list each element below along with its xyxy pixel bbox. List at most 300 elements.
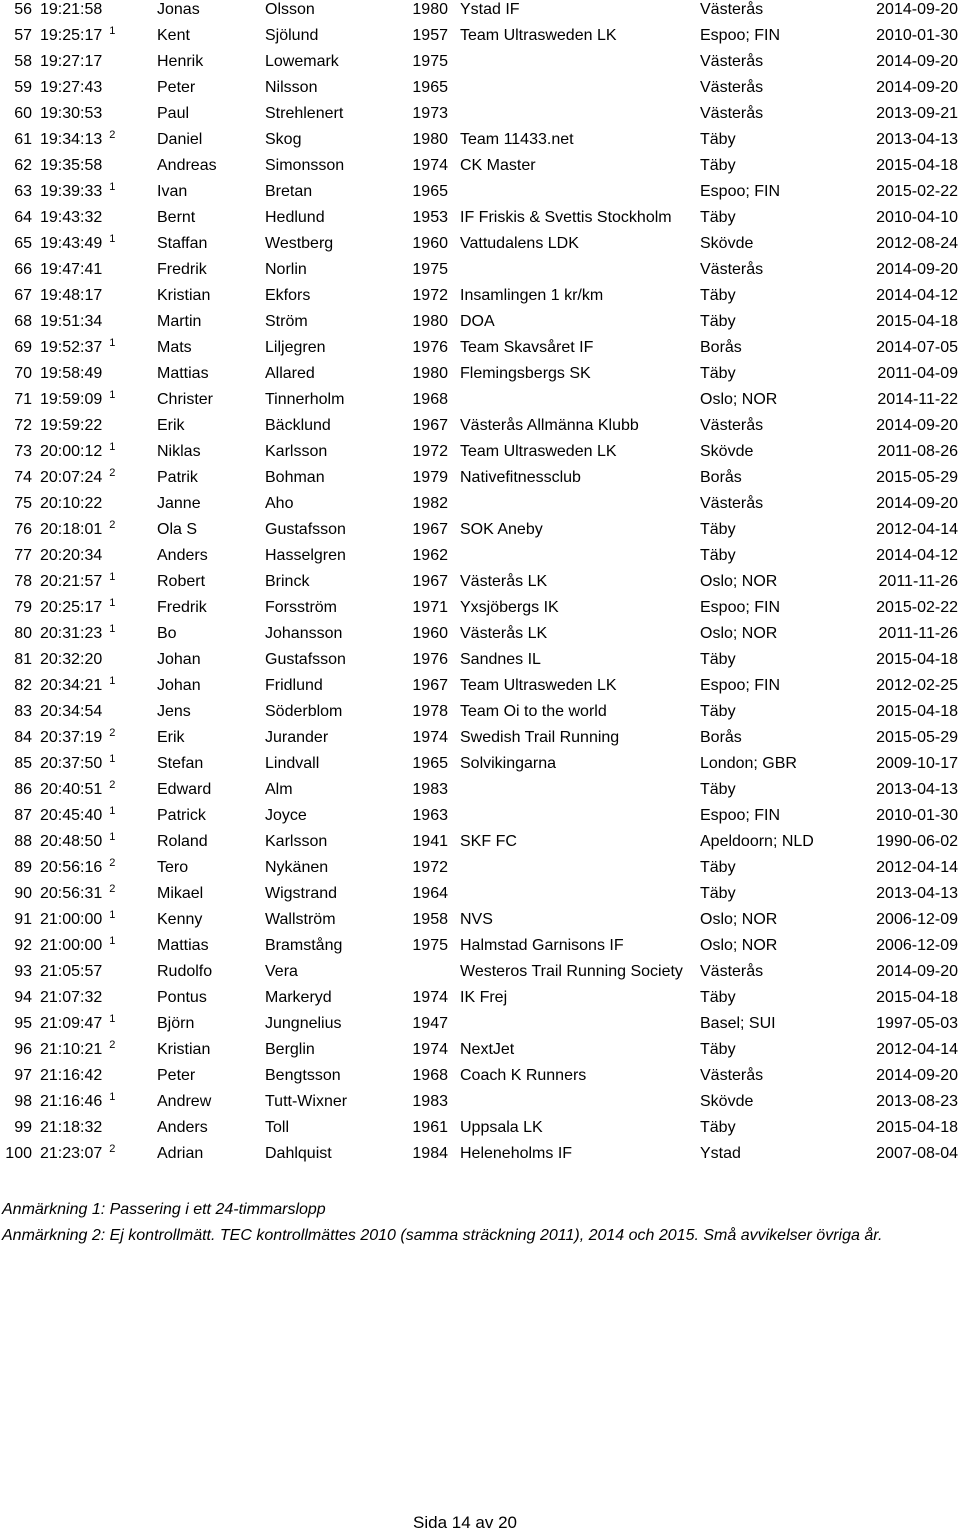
time-value: 20:37:19 (40, 729, 103, 746)
date-cell: 2012-04-14 (876, 859, 958, 876)
birth-year-cell: 1947 (412, 1015, 448, 1032)
table-row (0, 208, 960, 234)
table-row (0, 390, 960, 416)
time-value: 21:09:47 (40, 1015, 103, 1032)
time-value: 19:52:37 (40, 339, 103, 356)
first-name-cell: Mats (157, 339, 192, 356)
venue-cell: Västerås (700, 261, 764, 278)
birth-year-cell: 1980 (412, 313, 448, 330)
venue-cell: Basel; SUI (700, 1015, 776, 1032)
time-cell (40, 234, 157, 260)
club-cell: SKF FC (460, 833, 517, 850)
last-name-cell: Hasselgren (265, 547, 346, 564)
time-cell (40, 78, 157, 104)
birth-year-cell: 1962 (412, 547, 448, 564)
rank-cell: 76 (14, 521, 32, 538)
time-value: 19:47:41 (40, 261, 103, 278)
birth-year-cell: 1964 (412, 885, 448, 902)
time-value: 19:58:49 (40, 365, 103, 382)
last-name-cell: Sjölund (265, 27, 319, 44)
time-cell (40, 910, 157, 936)
time-cell (40, 520, 157, 546)
club-cell: Team 11433.net (460, 131, 574, 148)
last-name-cell: Joyce (265, 807, 307, 824)
time-value: 20:07:24 (40, 469, 103, 486)
venue-cell: Täby (700, 703, 736, 720)
first-name-cell: Ivan (157, 183, 188, 200)
first-name-cell: Ola S (157, 521, 198, 538)
time-cell (40, 312, 157, 338)
club-cell (460, 780, 700, 806)
time-cell (40, 208, 157, 234)
date-cell: 2012-04-14 (876, 1041, 958, 1058)
date-cell: 2013-04-13 (876, 131, 958, 148)
footnote-marker: 1 (109, 182, 116, 193)
footnote-marker: 2 (109, 1040, 116, 1051)
club-cell (460, 806, 700, 832)
table-row (0, 1014, 960, 1040)
birth-year-cell: 1965 (412, 755, 448, 772)
date-cell: 2006-12-09 (876, 911, 958, 928)
club-cell: Västerås Allmänna Klubb (460, 417, 639, 434)
time-cell (40, 182, 157, 208)
time-cell (40, 1066, 157, 1092)
last-name-cell: Allared (265, 365, 315, 382)
birth-year-cell: 1961 (412, 1119, 448, 1136)
birth-year-cell: 1941 (412, 833, 448, 850)
footnote-marker: 2 (109, 884, 116, 895)
date-cell: 2010-01-30 (876, 27, 958, 44)
time-value: 20:25:17 (40, 599, 103, 616)
birth-year-cell: 1974 (412, 729, 448, 746)
first-name-cell: Bo (157, 625, 177, 642)
club-cell (460, 494, 700, 520)
club-cell: Swedish Trail Running (460, 729, 620, 746)
table-row (0, 650, 960, 676)
time-value: 20:00:12 (40, 443, 103, 460)
birth-year-cell: 1975 (412, 937, 448, 954)
footnote-marker: 1 (109, 442, 116, 453)
table-row (0, 962, 960, 988)
last-name-cell: Gustafsson (265, 651, 346, 668)
last-name-cell: Tutt-Wixner (265, 1093, 348, 1110)
venue-cell: Espoo; FIN (700, 599, 781, 616)
birth-year-cell: 1975 (412, 261, 448, 278)
rank-cell: 93 (14, 963, 32, 980)
venue-cell: Täby (700, 885, 736, 902)
first-name-cell: Peter (157, 1067, 196, 1084)
first-name-cell: Kristian (157, 1041, 211, 1058)
footnote-marker: 2 (109, 780, 116, 791)
club-cell (460, 52, 700, 78)
first-name-cell: Andreas (157, 157, 217, 174)
first-name-cell: Erik (157, 729, 185, 746)
table-row (0, 624, 960, 650)
date-cell: 2014-09-20 (876, 1, 958, 18)
last-name-cell: Tinnerholm (265, 391, 345, 408)
first-name-cell: Kenny (157, 911, 203, 928)
table-row (0, 442, 960, 468)
time-cell (40, 624, 157, 650)
table-row (0, 182, 960, 208)
club-cell: SOK Aneby (460, 521, 543, 538)
birth-year-cell: 1980 (412, 131, 448, 148)
birth-year-cell: 1967 (412, 677, 448, 694)
club-cell: IK Frej (460, 989, 508, 1006)
footnote-marker: 1 (109, 806, 116, 817)
rank-cell: 74 (14, 469, 32, 486)
time-cell (40, 1144, 157, 1170)
time-value: 21:10:21 (40, 1041, 103, 1058)
date-cell: 2010-04-10 (876, 209, 958, 226)
table-row (0, 858, 960, 884)
last-name-cell: Liljegren (265, 339, 326, 356)
last-name-cell: Ström (265, 313, 308, 330)
venue-cell: Espoo; FIN (700, 807, 781, 824)
time-cell (40, 26, 157, 52)
footnote-marker: 1 (109, 676, 116, 687)
rank-cell: 78 (14, 573, 32, 590)
rank-cell: 64 (14, 209, 32, 226)
last-name-cell: Skog (265, 131, 302, 148)
date-cell: 1997-05-03 (876, 1015, 958, 1032)
rank-cell: 57 (14, 27, 32, 44)
birth-year-cell: 1965 (412, 79, 448, 96)
birth-year-cell: 1976 (412, 651, 448, 668)
last-name-cell: Toll (265, 1119, 290, 1136)
table-row (0, 52, 960, 78)
club-cell (460, 78, 700, 104)
table-row (0, 702, 960, 728)
club-cell (460, 1092, 700, 1118)
table-row (0, 312, 960, 338)
table-row (0, 260, 960, 286)
time-cell (40, 676, 157, 702)
last-name-cell: Nilsson (265, 79, 318, 96)
time-cell (40, 130, 157, 156)
footnote-marker: 1 (109, 624, 116, 635)
time-value: 19:21:58 (40, 1, 103, 18)
date-cell: 2013-04-13 (876, 781, 958, 798)
time-value: 19:51:34 (40, 313, 103, 330)
footnote-marker: 2 (109, 130, 116, 141)
date-cell: 2014-09-20 (876, 495, 958, 512)
last-name-cell: Markeryd (265, 989, 332, 1006)
table-row (0, 598, 960, 624)
table-row (0, 156, 960, 182)
time-value: 21:00:00 (40, 911, 103, 928)
club-cell: NextJet (460, 1041, 515, 1058)
birth-year-cell: 1980 (412, 365, 448, 382)
birth-year-cell: 1963 (412, 807, 448, 824)
venue-cell: Täby (700, 209, 736, 226)
birth-year-cell: 1983 (412, 781, 448, 798)
time-value: 19:34:13 (40, 131, 103, 148)
date-cell: 2015-04-18 (876, 651, 958, 668)
venue-cell: Espoo; FIN (700, 677, 781, 694)
time-cell (40, 884, 157, 910)
birth-year-cell: 1965 (412, 183, 448, 200)
time-value: 19:27:17 (40, 53, 103, 70)
club-cell: Västerås LK (460, 573, 548, 590)
first-name-cell: Paul (157, 105, 190, 122)
time-cell (40, 832, 157, 858)
time-cell (40, 988, 157, 1014)
birth-year-cell: 1982 (412, 495, 448, 512)
club-cell (460, 1014, 700, 1040)
last-name-cell: Westberg (265, 235, 334, 252)
last-name-cell: Bohman (265, 469, 325, 486)
time-value: 19:39:33 (40, 183, 103, 200)
club-cell: Yxsjöbergs IK (460, 599, 559, 616)
venue-cell: Täby (700, 651, 736, 668)
venue-cell: Oslo; NOR (700, 573, 778, 590)
time-cell (40, 390, 157, 416)
birth-year-cell: 1980 (412, 1, 448, 18)
venue-cell: Skövde (700, 443, 754, 460)
time-value: 20:34:54 (40, 703, 103, 720)
rank-cell: 100 (5, 1145, 32, 1162)
last-name-cell: Bäcklund (265, 417, 331, 434)
footnote-marker: 1 (109, 598, 116, 609)
time-value: 20:37:50 (40, 755, 103, 772)
last-name-cell: Simonsson (265, 157, 345, 174)
date-cell: 2014-04-12 (876, 287, 958, 304)
venue-cell: Täby (700, 313, 736, 330)
venue-cell: Apeldoorn; NLD (700, 833, 814, 850)
last-name-cell: Hedlund (265, 209, 325, 226)
time-value: 20:31:23 (40, 625, 103, 642)
first-name-cell: Christer (157, 391, 214, 408)
last-name-cell: Bramstång (265, 937, 343, 954)
venue-cell: Västerås (700, 1067, 764, 1084)
table-row (0, 754, 960, 780)
table-row (0, 884, 960, 910)
venue-cell: Täby (700, 521, 736, 538)
venue-cell: Täby (700, 365, 736, 382)
time-value: 20:21:57 (40, 573, 103, 590)
last-name-cell: Forsström (265, 599, 337, 616)
last-name-cell: Aho (265, 495, 294, 512)
rank-cell: 92 (14, 937, 32, 954)
venue-cell: London; GBR (700, 755, 797, 772)
last-name-cell: Nykänen (265, 859, 329, 876)
footnote-marker: 2 (109, 468, 116, 479)
table-row (0, 936, 960, 962)
rank-cell: 85 (14, 755, 32, 772)
time-value: 20:40:51 (40, 781, 103, 798)
footnote-marker: 1 (109, 234, 116, 245)
club-cell (460, 884, 700, 910)
venue-cell: Västerås (700, 495, 764, 512)
last-name-cell: Berglin (265, 1041, 315, 1058)
last-name-cell: Ekfors (265, 287, 311, 304)
first-name-cell: Johan (157, 677, 201, 694)
time-value: 20:48:50 (40, 833, 103, 850)
last-name-cell: Lindvall (265, 755, 320, 772)
first-name-cell: Tero (157, 859, 189, 876)
time-value: 20:10:22 (40, 495, 103, 512)
time-value: 20:45:40 (40, 807, 103, 824)
time-value: 21:23:07 (40, 1145, 103, 1162)
time-value: 19:43:49 (40, 235, 103, 252)
rank-cell: 70 (14, 365, 32, 382)
time-cell (40, 858, 157, 884)
first-name-cell: Robert (157, 573, 206, 590)
birth-year-cell: 1971 (412, 599, 448, 616)
table-row (0, 338, 960, 364)
page-footer: Sida 14 av 20 (413, 1513, 517, 1532)
rank-cell: 66 (14, 261, 32, 278)
time-cell (40, 728, 157, 754)
date-cell: 2015-02-22 (876, 183, 958, 200)
rank-cell: 99 (14, 1119, 32, 1136)
footnote-marker: 2 (109, 1144, 116, 1155)
first-name-cell: Rudolfo (157, 963, 213, 980)
date-cell: 2015-04-18 (876, 313, 958, 330)
date-cell: 2011-11-26 (878, 625, 958, 642)
rank-cell: 79 (14, 599, 32, 616)
footnote-marker: 1 (109, 754, 116, 765)
date-cell: 2006-12-09 (876, 937, 958, 954)
date-cell: 2011-08-26 (877, 443, 958, 460)
birth-year-cell: 1968 (412, 1067, 448, 1084)
venue-cell: Borås (700, 729, 742, 746)
birth-year-cell: 1974 (412, 157, 448, 174)
last-name-cell: Karlsson (265, 833, 328, 850)
footnote-marker: 1 (109, 832, 116, 843)
time-value: 20:56:16 (40, 859, 103, 876)
table-row (0, 676, 960, 702)
table-row (0, 494, 960, 520)
club-cell: Halmstad Garnisons IF (460, 937, 624, 954)
date-cell: 2015-04-18 (876, 1119, 958, 1136)
rank-cell: 65 (14, 235, 32, 252)
birth-year-cell: 1979 (412, 469, 448, 486)
time-value: 20:18:01 (40, 521, 103, 538)
club-cell: Team Oi to the world (460, 703, 607, 720)
venue-cell: Västerås (700, 105, 764, 122)
date-cell: 2011-04-09 (877, 365, 958, 382)
date-cell: 2014-09-20 (876, 1067, 958, 1084)
birth-year-cell: 1983 (412, 1093, 448, 1110)
club-cell (460, 182, 700, 208)
table-row (0, 1118, 960, 1144)
time-cell (40, 1014, 157, 1040)
venue-cell: Täby (700, 859, 736, 876)
first-name-cell: Jonas (157, 1, 200, 18)
club-cell: Westeros Trail Running Society (460, 963, 683, 980)
date-cell: 2014-09-20 (876, 261, 958, 278)
first-name-cell: Henrik (157, 53, 204, 70)
date-cell: 2012-02-25 (876, 677, 958, 694)
rank-cell: 62 (14, 157, 32, 174)
last-name-cell: Strehlenert (265, 105, 344, 122)
venue-cell: Täby (700, 1119, 736, 1136)
first-name-cell: Pontus (157, 989, 207, 1006)
table-row (0, 286, 960, 312)
table-row (0, 26, 960, 52)
table-row (0, 832, 960, 858)
table-row (0, 806, 960, 832)
club-cell: Heleneholms IF (460, 1145, 573, 1162)
last-name-cell: Norlin (265, 261, 307, 278)
table-row (0, 78, 960, 104)
date-cell: 2013-09-21 (876, 105, 958, 122)
date-cell: 2012-04-14 (876, 521, 958, 538)
notes (2, 1197, 882, 1249)
first-name-cell: Mattias (157, 937, 209, 954)
time-value: 21:07:32 (40, 989, 103, 1006)
club-cell (460, 546, 700, 572)
date-cell: 2009-10-17 (876, 755, 958, 772)
time-cell (40, 1092, 157, 1118)
last-name-cell: Lowemark (265, 53, 339, 70)
first-name-cell: Fredrik (157, 599, 207, 616)
last-name-cell: Wigstrand (265, 885, 338, 902)
date-cell: 2012-08-24 (876, 235, 958, 252)
table-row (0, 416, 960, 442)
rank-cell: 75 (14, 495, 32, 512)
rank-cell: 60 (14, 105, 32, 122)
date-cell: 2007-08-04 (876, 1145, 958, 1162)
footnote-marker: 2 (109, 858, 116, 869)
date-cell: 2014-09-20 (876, 79, 958, 96)
first-name-cell: Erik (157, 417, 185, 434)
rank-cell: 61 (14, 131, 32, 148)
time-cell (40, 1040, 157, 1066)
footnote-marker: 2 (109, 520, 116, 531)
last-name-cell: Söderblom (265, 703, 343, 720)
club-cell: Vattudalens LDK (460, 235, 579, 252)
table-row (0, 0, 960, 26)
date-cell: 2015-04-18 (876, 703, 958, 720)
rank-cell: 58 (14, 53, 32, 70)
time-cell (40, 416, 157, 442)
venue-cell: Espoo; FIN (700, 183, 781, 200)
date-cell: 2015-05-29 (876, 729, 958, 746)
time-cell (40, 650, 157, 676)
first-name-cell: Patrik (157, 469, 198, 486)
club-cell: Team Ultrasweden LK (460, 443, 617, 460)
last-name-cell: Bengtsson (265, 1067, 341, 1084)
time-cell (40, 494, 157, 520)
first-name-cell: Jens (157, 703, 191, 720)
rank-cell: 56 (14, 1, 32, 18)
venue-cell: Västerås (700, 417, 764, 434)
first-name-cell: Janne (157, 495, 201, 512)
time-cell (40, 962, 157, 988)
table-row (0, 572, 960, 598)
footnote-marker: 1 (109, 936, 116, 947)
date-cell: 2014-11-22 (877, 391, 958, 408)
rank-cell: 72 (14, 417, 32, 434)
rank-cell: 73 (14, 443, 32, 460)
time-value: 20:32:20 (40, 651, 103, 668)
rank-cell: 96 (14, 1041, 32, 1058)
footnote-marker: 1 (109, 1014, 116, 1025)
birth-year-cell: 1967 (412, 417, 448, 434)
date-cell: 2013-04-13 (876, 885, 958, 902)
first-name-cell: Mikael (157, 885, 204, 902)
birth-year-cell: 1960 (412, 235, 448, 252)
time-cell (40, 754, 157, 780)
birth-year-cell: 1974 (412, 989, 448, 1006)
birth-year-cell: 1960 (412, 625, 448, 642)
first-name-cell: Björn (157, 1015, 195, 1032)
first-name-cell: Anders (157, 547, 208, 564)
time-value: 21:16:42 (40, 1067, 103, 1084)
